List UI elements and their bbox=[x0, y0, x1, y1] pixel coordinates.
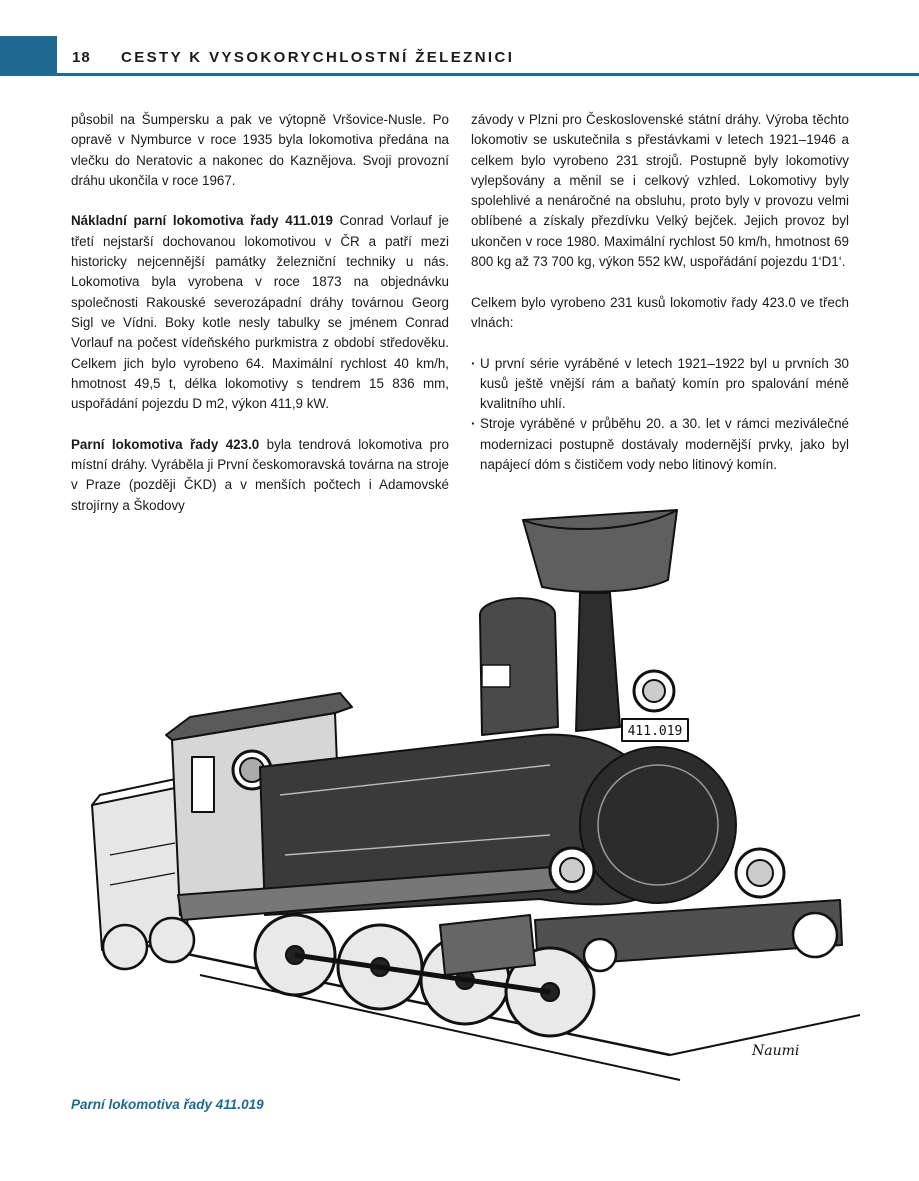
tender-wheel bbox=[150, 918, 194, 962]
buffer bbox=[584, 939, 616, 971]
list-item: · Stroje vyráběné v průběhu 20. a 30. let v rámci meziválečné modernizaci postupně dostávaly modernější prvky, jako byl napájecí dóm s čističem vody nebo litinový komín. bbox=[471, 414, 849, 475]
series-list bbox=[471, 354, 849, 476]
page-number: 18 bbox=[72, 49, 91, 66]
cylinder bbox=[440, 915, 535, 975]
paragraph-423-lead: Parní lokomotiva řady 423.0 bbox=[71, 436, 260, 452]
right-column bbox=[471, 110, 849, 475]
chimney-top bbox=[523, 510, 677, 592]
paragraph-411 bbox=[71, 211, 449, 414]
figure-caption: Parní lokomotiva řady 411.019 bbox=[71, 1097, 264, 1112]
cab-window bbox=[192, 757, 214, 812]
artist-signature: Naumi bbox=[752, 1043, 800, 1059]
list-item: · U první série vyráběné v letech 1921–1922 byl u prvních 30 kusů ještě vnější rám a baňatý komín pro spalování méně kvalitního uhlí. bbox=[471, 354, 849, 415]
tender-wheel bbox=[103, 925, 147, 969]
paragraph-411-body: Conrad Vorlauf je třetí nejstarší dochovanou lokomotivou v ČR a patří mezi historicky nejcennější památky železniční techniky u nás. Lokomotiva byla vyrobena v roce 1873 na objednávku společnosti Rakouské severozápadní dráhy továrnou Georg Sigl ve Vídni. Boky kotle nesly tabulky se jménem Conrad Vorlauf na počest vídeňského purkmistra z období středověku. Celkem jich bylo vyrobeno 64. Maximální rychlost 40 km/h, hmotnost 49,5 t, délka lokomotivy s tendrem 15 836 mm, uspořádání pojezdu D m2, výkon 411,9 kW. bbox=[71, 213, 449, 412]
number-plate: 411.019 bbox=[627, 724, 683, 739]
dome-plate bbox=[482, 665, 510, 687]
header-accent-block bbox=[0, 36, 57, 76]
running-title: CESTY K VYSOKORYCHLOSTNÍ ŽELEZNICI bbox=[121, 49, 515, 66]
paragraph-series-intro: Celkem bylo vyrobeno 231 kusů lokomotiv řady 423.0 ve třech vlnách: bbox=[471, 294, 849, 330]
paragraph-continuation: působil na Šumpersku a pak ve výtopně Vršovice-Nusle. Po opravě v Nymburce v roce 1935 byla lokomotiva předána na vlečku do Neratovic a nakonec do Kaznějova. Svoji provozní dráhu ukončila v roce 1967. bbox=[71, 112, 449, 188]
chimney bbox=[576, 593, 620, 731]
buffer bbox=[793, 913, 837, 957]
header-rule bbox=[57, 73, 919, 76]
left-column bbox=[71, 110, 449, 536]
locomotive-illustration bbox=[80, 495, 870, 1085]
smokebox-front bbox=[580, 747, 736, 903]
paragraph-423-body: byla tendrová lokomotiva pro místní dráhy. Vyráběla ji První českomoravská továrna na stroje v Praze (později ČKD) a v menších počtech i Adamovské strojírny a Škodovy bbox=[71, 436, 449, 513]
paragraph-411-lead: Nákladní parní lokomotiva řady 411.019 bbox=[71, 213, 333, 229]
paragraph-423-continued: závody v Plzni pro Československé státní dráhy. Výroba těchto lokomotiv se uskutečnila s přestávkami v letech 1921–1946 a celkem bylo vyrobeno 231 strojů. Postupně byly lokomotivy vylepšovány a měnil se i celkový vzhled. Lokomotivy byly spolehlivé a nenáročné na obsluhu, proto byly v provozu velmi oblíbené a získaly přezdívku Velký bejček. Jejich provoz byl ukončen v roce 1980. Maximální rychlost 50 km/h, hmotnost 69 800 kg až 73 700 kg, výkon 552 kW, uspořádání pojezdu 1‘D1‘. bbox=[471, 112, 849, 270]
